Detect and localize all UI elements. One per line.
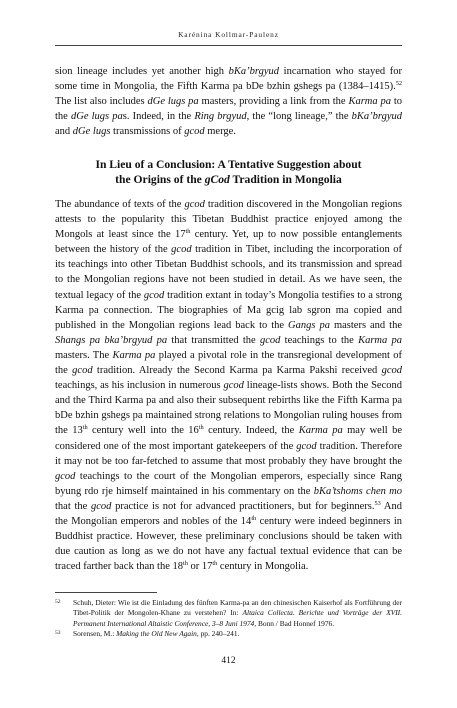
text: s. Indeed, in the — [122, 111, 195, 123]
footnotes — [55, 598, 402, 639]
text: century were indeed beginners in Buddhist practice. However, these preliminary conclusions should be taken with due caution as long as we do not have any factual textual evidence that can be traced farther back than the 18 — [55, 515, 402, 573]
text: tradition. Already the Second Karma pa Karma Pakshi received — [92, 365, 382, 377]
footnote-number: 52 — [55, 599, 61, 605]
text: to the — [55, 96, 402, 123]
text: , the “long lineage,” the — [246, 111, 352, 123]
term: gcod — [223, 380, 244, 392]
text: tradition in Tibet, including the incorporation of its teachings into other Tibetan Buddhist schools, and its transmission and spread to the Mongolian regions have not been studied in detail. As we have seen, the textual legacy of the — [55, 244, 402, 301]
text: And the Mongolian emperors and nobles of the 14 — [55, 500, 402, 527]
text: tradition extant in today’s Mongolia testifies to a strong Karma pa connection. The biographies of Ma gcig lab sgron ma copied and published in the Mongolian regions lead back to the — [55, 289, 403, 331]
text: century. Yet, up to now possible entanglements between the history of the — [55, 229, 402, 256]
ordinal-suffix: th — [198, 424, 204, 432]
footnote-ref-53: 53 — [374, 499, 381, 507]
section-heading — [55, 157, 402, 187]
text: teachings to the court of the Mongolian emperors, especially since Rang byung rdo rje himself maintained in his commentary on the — [55, 470, 402, 497]
text: tradition. Therefore it may not be too far-fetched to assume that most probably they have brought the — [55, 440, 402, 467]
term: bKa’brgyud — [351, 111, 402, 123]
text: or 17 — [187, 561, 213, 573]
header-rule — [55, 45, 402, 46]
ordinal-suffix: th — [212, 560, 218, 568]
text: merge. — [204, 126, 236, 138]
ordinal-suffix: th — [185, 228, 191, 236]
term: gcod — [55, 470, 76, 482]
heading-line-2-text: the Origins of the — [115, 173, 205, 186]
footnote-53 — [55, 629, 402, 639]
term: gcod — [72, 365, 93, 377]
term: bKa’brgyud — [228, 66, 280, 77]
text: Sorensen, M.: — [73, 628, 117, 638]
term: Karma pa — [358, 334, 402, 346]
page-number: 412 — [221, 656, 236, 666]
text: The list also includes — [55, 96, 148, 108]
title: Making the Old New Again — [116, 628, 197, 638]
term: gcod — [143, 289, 165, 301]
text: masters. The — [55, 349, 113, 361]
text: sion lineage includes yet another high — [55, 66, 229, 77]
text: transmissions of — [110, 126, 185, 138]
term: Karma pa — [298, 425, 343, 437]
ordinal-suffix: th — [182, 560, 188, 568]
term: dGe lugs pa — [70, 111, 123, 123]
text: century well into the 16 — [87, 425, 199, 437]
text: century in Mongolia. — [217, 561, 309, 573]
text: lineage-lists shows. Both the Second and the Third Karma pa and also their subsequent rebirths like the Fifth Karma pa bDe bzhin gshegs pa maintained strong relations to Mongolian ruling houses from the 13 — [55, 380, 403, 437]
text: and — [55, 126, 73, 138]
text: masters, providing a link from the — [198, 96, 349, 108]
text: century. Indeed, the — [203, 425, 299, 437]
text: masters and the — [329, 319, 403, 331]
text: practice is not for advanced practitioners, but for beginners. — [111, 500, 375, 512]
text: that the — [55, 500, 91, 512]
text: teachings, as his inclusion in numerous — [55, 380, 224, 392]
text: , pp. 240–241. — [196, 628, 240, 638]
heading-line-2-term: gCod — [204, 173, 230, 186]
heading-line-1: In Lieu of a Conclusion: A Tentative Suggestion about — [95, 158, 362, 171]
text: The abundance of texts of the — [55, 199, 185, 210]
text: incarnation who stayed for some time in Mongolia, the Fifth Karma pa bDe bzhin gshegs pa (1384–1415). — [55, 66, 402, 93]
term: Shangs pa bka’brgyud pa — [55, 334, 168, 346]
heading-line-2-text: Tradition in Mongolia — [229, 173, 342, 186]
term: gcod — [381, 365, 403, 377]
continuation-paragraph — [55, 64, 402, 139]
footnote-ref-52: 52 — [395, 80, 402, 88]
term: gcod — [184, 126, 205, 138]
term: dGe lugs — [72, 126, 111, 138]
term: gcod — [296, 440, 317, 452]
term: Karma pa — [112, 349, 156, 361]
title: Altaica Collecta. Berichte und Vorträge der XVII. Permanent International Altaistic Conference, 3–8 Juni 1974 — [73, 608, 402, 628]
text: played a pivotal role in the transregional development of the — [55, 349, 402, 377]
term: gcod — [184, 199, 205, 210]
text: teachings to the — [280, 334, 359, 346]
footnote-52 — [55, 598, 402, 629]
term: Ring brgyud — [194, 111, 247, 123]
term: gcod — [171, 244, 192, 256]
footnote-number: 53 — [55, 629, 61, 636]
term: Karma pa — [348, 96, 391, 108]
footnote-rule — [55, 592, 157, 593]
footnote-text — [73, 629, 402, 639]
footnote-text — [73, 598, 402, 629]
term: Gangs pa — [288, 319, 330, 331]
term: bKa’tshoms chen mo — [313, 485, 402, 497]
ordinal-suffix: th — [82, 424, 88, 432]
term: dGe lugs pa — [147, 96, 199, 108]
text: that transmitted the — [167, 334, 260, 346]
running-head: Karénina Kollmar-Paulenz — [178, 30, 279, 39]
body-paragraph — [55, 197, 402, 574]
term: gcod — [90, 500, 112, 512]
text: Schuh, Dieter: Wie ist die Einladung des fünften Karma-pa an den chinesischen Kaiserhof als Fortführung der Tibet-Politik der Mongolen-Khane zu verstehen? In: — [73, 598, 402, 618]
term: gcod — [259, 334, 281, 346]
ordinal-suffix: th — [251, 514, 257, 522]
text: may well be considered one of the most important gatekeepers of the — [55, 425, 402, 452]
text: tradition discovered in the Mongolian regions attests to the popularity this Tibetan Buddhist practice enjoyed among the Mongols at least since the 17 — [55, 199, 402, 241]
text: , Bonn / Bad Honnef 1976. — [254, 618, 335, 628]
